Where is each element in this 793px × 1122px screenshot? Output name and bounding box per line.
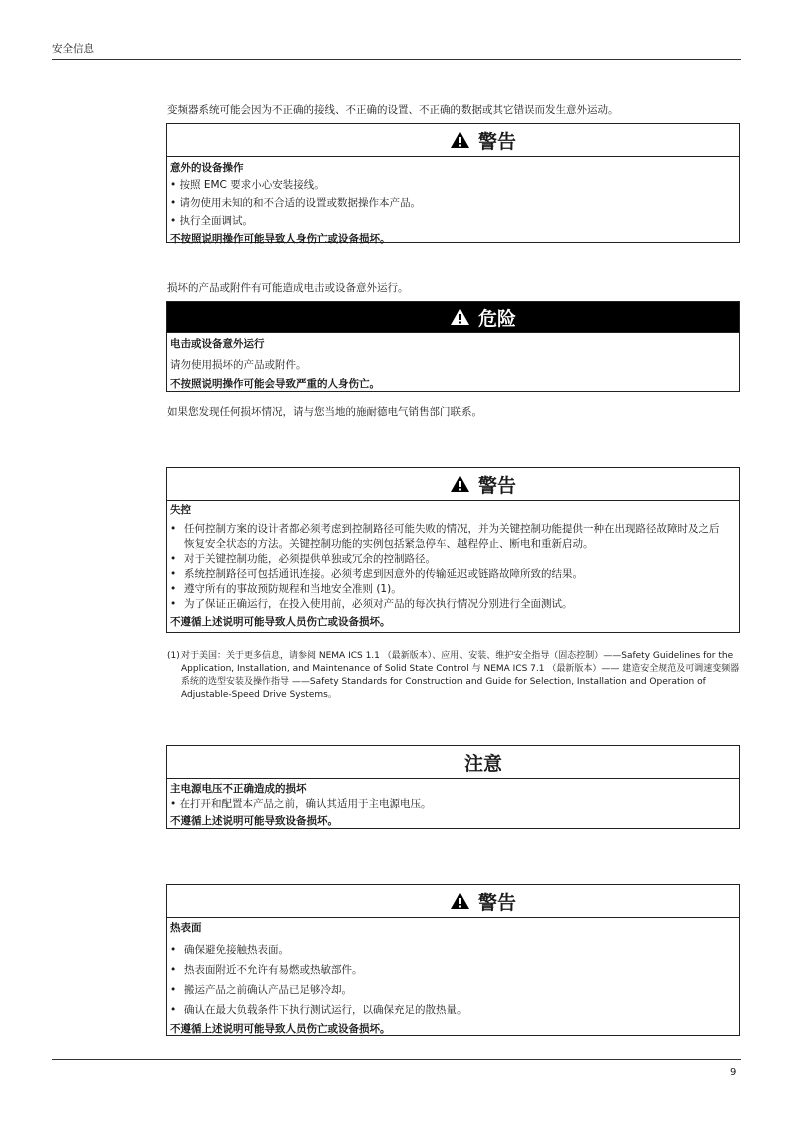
bullet: • <box>170 984 177 996</box>
bullet: • <box>170 964 177 976</box>
bullet-text: 确认在最大负载条件下执行测试运行，以确保充足的散热量。 <box>184 1004 468 1016</box>
box-line: • 执行全面调试。 <box>170 215 254 227</box>
box-footer: 不遵循上述说明可能导致人员伤亡或设备损坏。 <box>170 616 391 628</box>
box-line: • 按照 EMC 要求小心安装接线。 <box>170 179 325 191</box>
signal-word: 警告 <box>477 474 516 497</box>
box-line: • 在打开和配置本产品之前，确认其适用于主电源电压。 <box>170 798 432 810</box>
page-number: 9 <box>730 1067 737 1078</box>
bullet-text: 遵守所有的事故预防规程和当地安全准则 (1)。 <box>184 583 402 595</box>
bullet: • <box>170 523 177 535</box>
bullet: • <box>170 568 177 580</box>
bullet: • <box>170 553 177 565</box>
warning-box-unexpected-operation <box>166 123 740 243</box>
running-header: 安全信息 <box>52 43 94 55</box>
list-item <box>167 960 739 980</box>
hazard-title: 电击或设备意外运行 <box>170 338 265 350</box>
bullet-text: 确保避免接触热表面。 <box>184 944 289 956</box>
warning-box-hot-surfaces <box>166 884 740 1036</box>
box-footer: 不遵循上述说明可能导致设备损坏。 <box>170 815 338 827</box>
footnote-text: 对于美国：关于更多信息，请参阅 NEMA ICS 1.1 （最新版本）、应用、安装、维护安全指导（固态控制）——Safety Guidelines for the Application, Installation, and Maintenance of Solid State Control 与 NEMA ICS 7.1 （最新版本）—— 建造安全规范及可调速变频器系统的选型安装及操作指导 ——Safety Standards for Construction and Guide for Selection, Installation and Operation of Adjustable-Speed Drive Systems。 <box>181 651 740 700</box>
list-item <box>167 522 739 552</box>
header-rule <box>52 59 741 60</box>
hazard-title: 热表面 <box>170 922 202 934</box>
box-header <box>167 885 739 918</box>
bullet: • <box>170 1004 177 1016</box>
list-item <box>167 552 739 567</box>
bullet: • <box>170 598 177 610</box>
warning-triangle-icon <box>450 892 470 910</box>
bullet-text: 搬运产品之前确认产品已足够冷却。 <box>184 984 352 996</box>
box-header <box>167 124 739 157</box>
signal-word: 警告 <box>477 130 516 153</box>
list-item <box>167 597 739 612</box>
bullet-text: 为了保证正确运行，在投入使用前，必须对产品的每次执行情况分别进行全面测试。 <box>184 598 573 610</box>
footnote <box>167 650 743 702</box>
box-line: 请勿使用损坏的产品或附件。 <box>170 359 307 371</box>
danger-box-electric-shock <box>166 301 740 392</box>
box-line: • 请勿使用未知的和不合适的设置或数据操作本产品。 <box>170 197 422 209</box>
box-footer: 不按照说明操作可能导致人身伤亡或设备损坏。 <box>170 233 391 245</box>
contact-paragraph: 如果您发现任何损坏情况，请与您当地的施耐德电气销售部门联系。 <box>167 406 482 418</box>
warning-triangle-icon <box>450 475 470 493</box>
signal-word: 注意 <box>463 752 502 775</box>
bullet-text: 任何控制方案的设计者都必须考虑到控制路径可能失败的情况，并为关键控制功能提供一种在出现路径故障时及之后恢复安全状态的方法。关键控制功能的实例包括紧急停车、越程停止、断电和重新启动。 <box>184 523 720 550</box>
box-footer: 不按照说明操作可能会导致严重的人身伤亡。 <box>170 378 380 390</box>
bullet-text: 系统控制路径可包括通讯连接。必须考虑到因意外的传输延迟或链路故障所致的结果。 <box>184 568 583 580</box>
box-header <box>167 302 739 333</box>
warning-box-loss-of-control <box>166 467 740 633</box>
warning-triangle-icon <box>450 308 470 326</box>
hazard-title: 失控 <box>170 504 191 516</box>
list-item <box>167 980 739 1000</box>
bullet: • <box>170 583 177 595</box>
list-item <box>167 1000 739 1020</box>
list-item <box>167 567 739 582</box>
list-item <box>167 940 739 960</box>
warning-triangle-icon <box>450 131 470 149</box>
footnote-marker: (1) <box>167 651 180 661</box>
bullet: • <box>170 944 177 956</box>
footer-rule <box>52 1059 741 1060</box>
box-footer: 不遵循上述说明可能导致人员伤亡或设备损坏。 <box>170 1023 391 1035</box>
bullet-text: 对于关键控制功能，必须提供单独或冗余的控制路径。 <box>184 553 436 565</box>
hazard-title: 主电源电压不正确造成的损坏 <box>170 783 307 795</box>
signal-word: 警告 <box>477 891 516 914</box>
bullet-text: 热表面附近不允许有易燃或热敏部件。 <box>184 964 363 976</box>
intro-paragraph-1: 变频器系统可能会因为不正确的接线、不正确的设置、不正确的数据或其它错误而发生意外运动。 <box>167 104 619 116</box>
notice-box-mains-voltage <box>166 745 740 829</box>
box-header <box>167 746 739 779</box>
intro-paragraph-2: 损坏的产品或附件有可能造成电击或设备意外运行。 <box>167 282 409 294</box>
hazard-title: 意外的设备操作 <box>170 162 244 174</box>
list-item <box>167 582 739 597</box>
box-header <box>167 468 739 501</box>
signal-word: 危险 <box>477 307 516 330</box>
